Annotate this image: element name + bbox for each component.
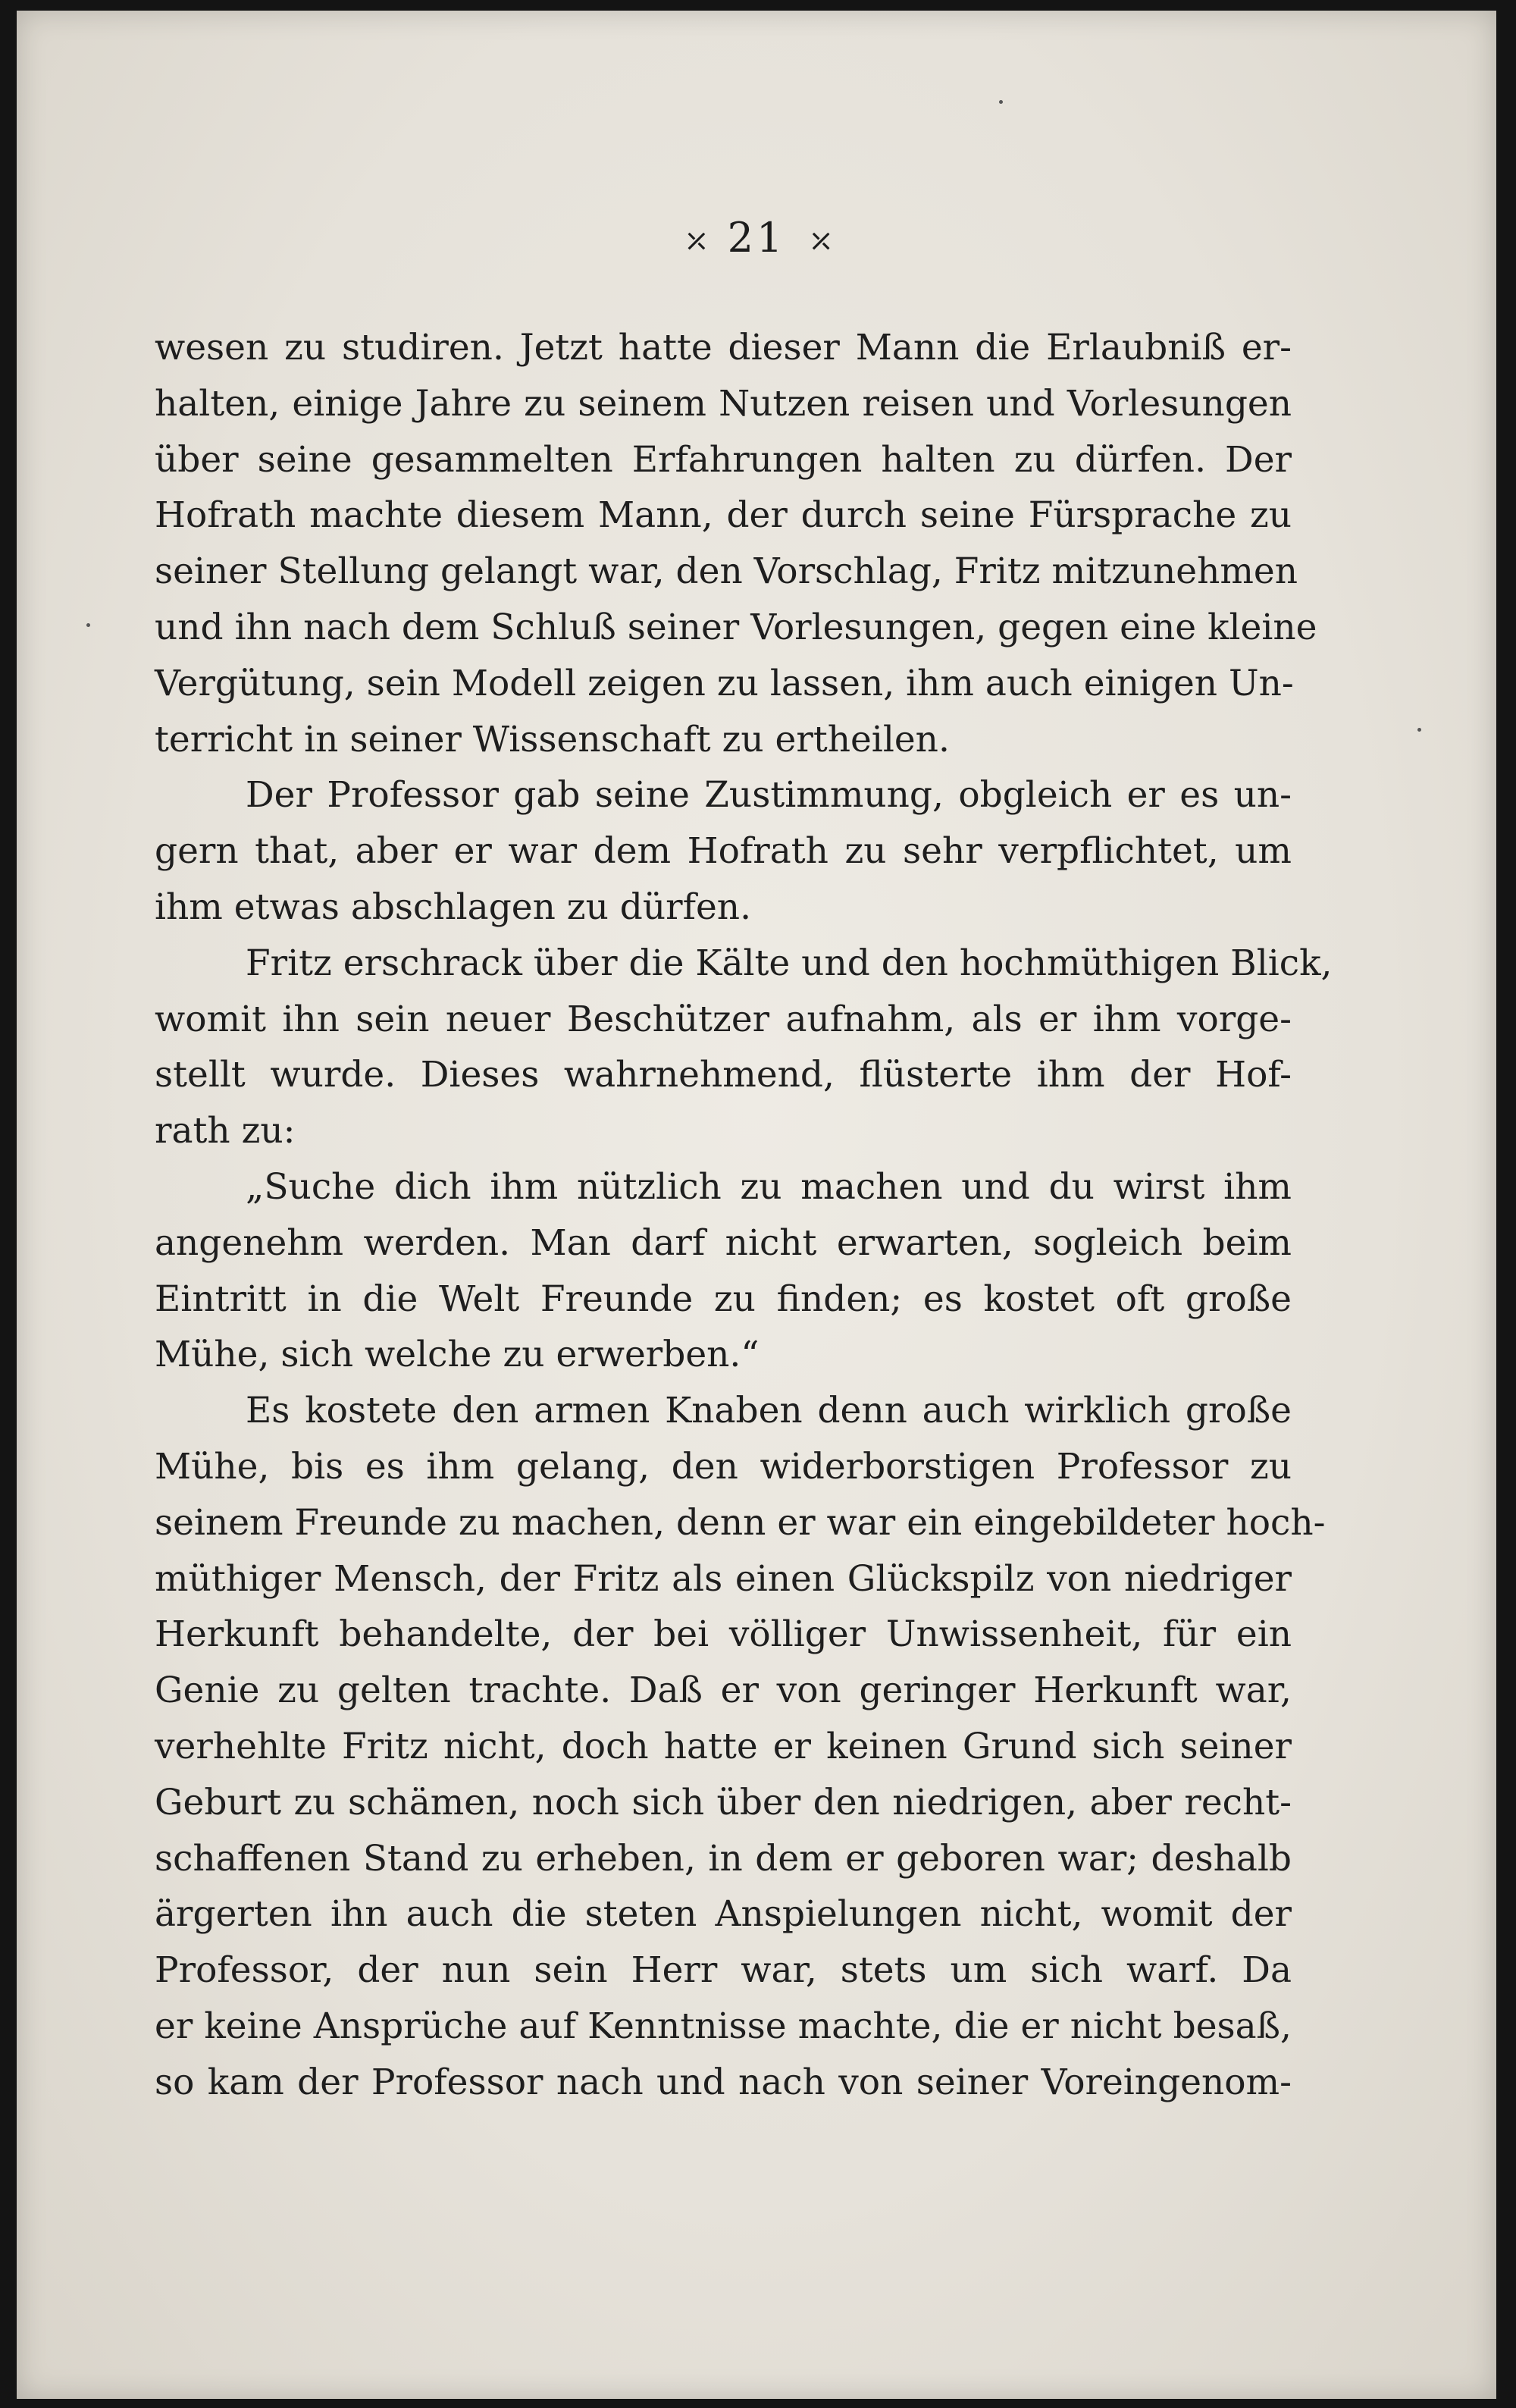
- text-line: Hofrath machte diesem Mann, der durch seine Fürsprache zu: [155, 494, 1292, 537]
- text-line: gern that, aber er war dem Hofrath zu sehr verpflichtet, um: [155, 830, 1292, 873]
- ornament-left-icon: ⤫: [684, 224, 705, 259]
- text-line: ärgerten ihn auch die steten Anspielungen nicht, womit der: [155, 1893, 1292, 1936]
- text-line: müthiger Mensch, der Fritz als einen Glückspilz von niedriger: [155, 1557, 1292, 1600]
- text-line: seinem Freunde zu machen, denn er war ein eingebildeter hoch-: [155, 1501, 1326, 1544]
- text-line: Herkunft behandelte, der bei völliger Unwissenheit, für ein: [155, 1613, 1292, 1656]
- body-text: [155, 320, 1333, 2111]
- text-line: er keine Ansprüche auf Kenntnisse machte, die er nicht besaß,: [155, 2005, 1292, 2047]
- text-line: Der Professor gab seine Zustimmung, obgleich er es un-: [246, 774, 1292, 817]
- text-line: verhehlte Fritz nicht, doch hatte er keinen Grund sich seiner: [155, 1725, 1292, 1767]
- text-line: über seine gesammelten Erfahrungen halten zu dürfen. Der: [155, 438, 1292, 481]
- text-line: Fritz erschrack über die Kälte und den hochmüthigen Blick,: [246, 942, 1333, 984]
- text-line: Vergütung, sein Modell zeigen zu lassen, ihm auch einigen Un-: [155, 662, 1294, 704]
- text-line: Eintritt in die Welt Freunde zu finden; es kostet oft große: [155, 1278, 1292, 1320]
- text-line: Mühe, bis es ihm gelang, den widerborstigen Professor zu: [155, 1445, 1292, 1488]
- text-line: halten, einige Jahre zu seinem Nutzen reisen und Vorlesungen: [155, 382, 1292, 425]
- text-line: Es kostete den armen Knaben denn auch wirklich große: [246, 1390, 1292, 1432]
- text-line: Mühe, sich welche zu erwerben.“: [155, 1334, 760, 1376]
- text-line: angenehm werden. Man darf nicht erwarten, sogleich beim: [155, 1221, 1292, 1264]
- text-line: stellt wurde. Dieses wahrnehmend, flüsterte ihm der Hof-: [155, 1054, 1292, 1096]
- text-line: womit ihn sein neuer Beschützer aufnahm, als er ihm vorge-: [155, 998, 1292, 1040]
- text-line: ihm etwas abschlagen zu dürfen.: [155, 886, 752, 928]
- text-line: so kam der Professor nach und nach von seiner Voreingenom-: [155, 2061, 1292, 2103]
- paper-speck: [1417, 728, 1421, 732]
- paper-speck: [999, 100, 1003, 104]
- paper-speck: [86, 623, 90, 627]
- text-line: schaffenen Stand zu erheben, in dem er geboren war; deshalb: [155, 1837, 1292, 1880]
- text-line: und ihn nach dem Schluß seiner Vorlesungen, gegen eine kleine: [155, 606, 1317, 648]
- text-line: Professor, der nun sein Herr war, stets um sich warf. Da: [155, 1949, 1292, 1992]
- book-page: [17, 11, 1496, 2399]
- ornament-right-icon: ⤫: [808, 224, 829, 259]
- page-header: [17, 214, 1496, 262]
- text-line: seiner Stellung gelangt war, den Vorschlag, Fritz mitzunehmen: [155, 550, 1298, 593]
- text-line: rath zu:: [155, 1110, 296, 1152]
- page-number: 21: [727, 214, 786, 262]
- text-line: terricht in seiner Wissenschaft zu ertheilen.: [155, 718, 950, 760]
- text-line: Geburt zu schämen, noch sich über den niedrigen, aber recht-: [155, 1781, 1292, 1823]
- text-line: Genie zu gelten trachte. Daß er von geringer Herkunft war,: [155, 1670, 1292, 1712]
- text-line: wesen zu studiren. Jetzt hatte dieser Mann die Erlaubniß er-: [155, 327, 1292, 368]
- text-line: „Suche dich ihm nützlich zu machen und du wirst ihm: [246, 1165, 1292, 1208]
